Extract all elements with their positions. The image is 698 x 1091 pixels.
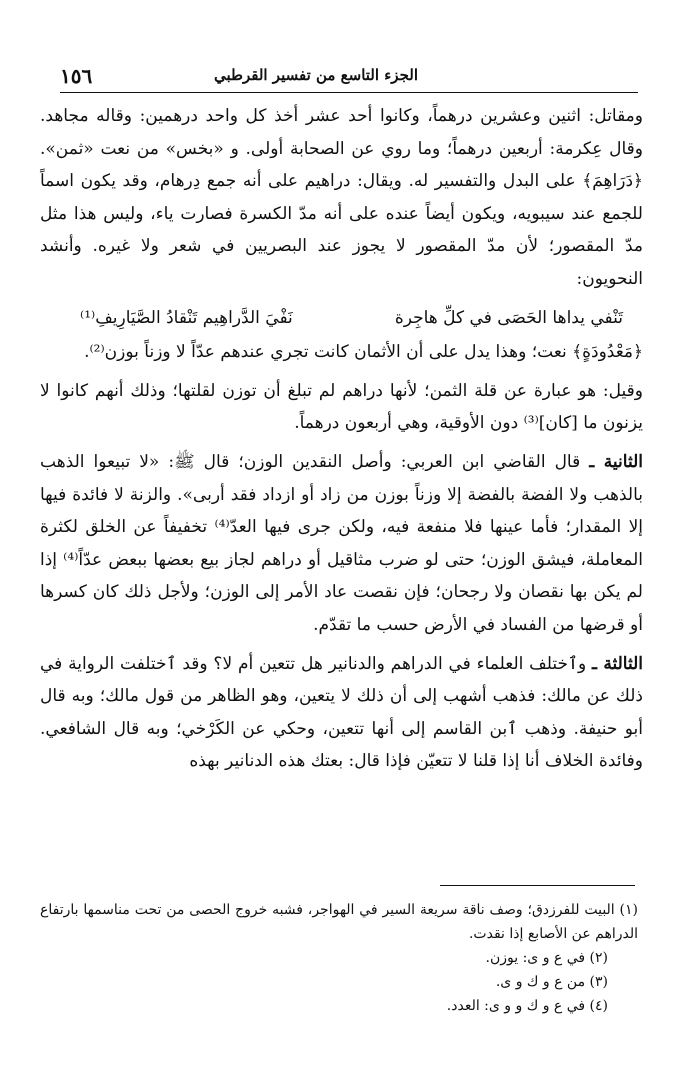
paragraph-second-text: قال القاضي ابن العربي: وأصل النقدين الوزن؛ قال ﷺ: «لا تبيعوا الذهب بالذهب ولا الفضة بالفضة إلا وزناً بوزن من زاد أو ازداد فقد أربى». والزنة لا فائدة فيها إلا المقدار؛ فأما عينها فلا منفعة فيه، ولكن جرى فيها العدّ⁽⁴⁾ تخفيفاً عن الخلق لكثرة المعاملة، فيشق الوزن؛ حتى لو ضرب مثاقيل أو دراهم لجاز بيع بعضها ببعض عدّاً⁽⁴⁾ إذا لم يكن بها نقصان ولا رجحان؛ فإن نقصت عاد الأمر إلى الوزن؛ ولأجل ذلك كان كسرها أو قرضها من الفساد في الأرض حسب ما تقدّم.: [40, 451, 643, 635]
paragraph-3: وقيل: هو عبارة عن قلة الثمن؛ لأنها دراهم لم تبلغ أن توزن لقلتها؛ وذلك أنهم كانوا لا يزنون ما [كان]⁽³⁾ دون الأوقية، وهي أربعون درهماً.: [40, 380, 643, 434]
poetry-verse: [40, 302, 643, 335]
footnote-4: (٤) في ع و ك و و ى: العدد.: [446, 998, 608, 1014]
paragraph-2: ﴿مَعْدُودَةٍ﴾ نعت؛ وهذا يدل على أن الأثمان كانت تجري عندهم عدّاً لا وزناً بوزن⁽²⁾.: [84, 342, 643, 363]
footnote-2: (٢) في ع و ى: يوزن.: [485, 950, 608, 966]
footnotes: [40, 898, 638, 1018]
paragraph-1: ومقاتل: اثنين وعشرين درهماً، وكانوا أحد عشر أخذ كل واحد درهمين: وقاله مجاهد. وقال عِكرمة: أربعين درهماً؛ وما روي عن الصحابة أولى. و «بخس» من نعت «ثمن». ﴿دَرَاهِمَ﴾ على البدل والتفسير له. ويقال: دراهيم على أنه جمع دِرهام، وقد يكون اسماً للجمع عند سيبويه، ويكون أيضاً عنده على أنه مدّ الكسرة فصارت ياء، وليس هذا مثل مدّ المقصور؛ لأن مدّ المقصور لا يجوز عند البصريين في شعر ولا غيره. وأنشد النحويون:: [40, 106, 643, 289]
section-label-third: الثالثة ـ: [592, 653, 643, 674]
footnote-1: (١) البيت للفرزدق؛ وصف ناقة سريعة السير في الهواجر، فشبه خروج الحصى من تحت مناسمها بارتفاع الدراهم عن الأصابع إذا نقدت.: [40, 902, 638, 942]
footnote-divider: [440, 885, 635, 886]
page-number: ١٥٦: [60, 64, 93, 88]
paragraph-third-issue: [40, 648, 643, 778]
page-header: [60, 58, 638, 93]
verse-second-hemistich: نَفْيَ الدَّراهِيم تَنْقادُ الصَّيَارِيفِ⁽¹⁾: [80, 307, 293, 328]
footnote-3: (٣) من ع و ك و ى.: [495, 974, 608, 990]
section-label-second: الثانية ـ: [589, 451, 643, 472]
main-text: [40, 100, 643, 784]
paragraph-third-text: وٱختلف العلماء في الدراهم والدنانير هل تتعين أم لا؟ وقد ٱختلفت الرواية في ذلك عن مالك: فذهب أشهب إلى أن ذلك لا يتعين، وهو الظاهر من قول مالك؛ وبه قال أبو حنيفة. وذهب ٱبن القاسم إلى أنها تتعين، وحكي عن الكَرْخي؛ وبه قال الشافعي. وفائدة الخلاف أنا إذا قلنا لا تتعيّن فإذا قال: بعتك هذه الدنانير بهذه: [40, 653, 643, 772]
verse-first-hemistich: تَنْفي يداها الحَصَى في كلِّ هاجِرة: [394, 307, 623, 328]
running-title: الجزء التاسع من تفسير القرطبي: [214, 66, 418, 84]
paragraph-second-issue: [40, 446, 643, 642]
